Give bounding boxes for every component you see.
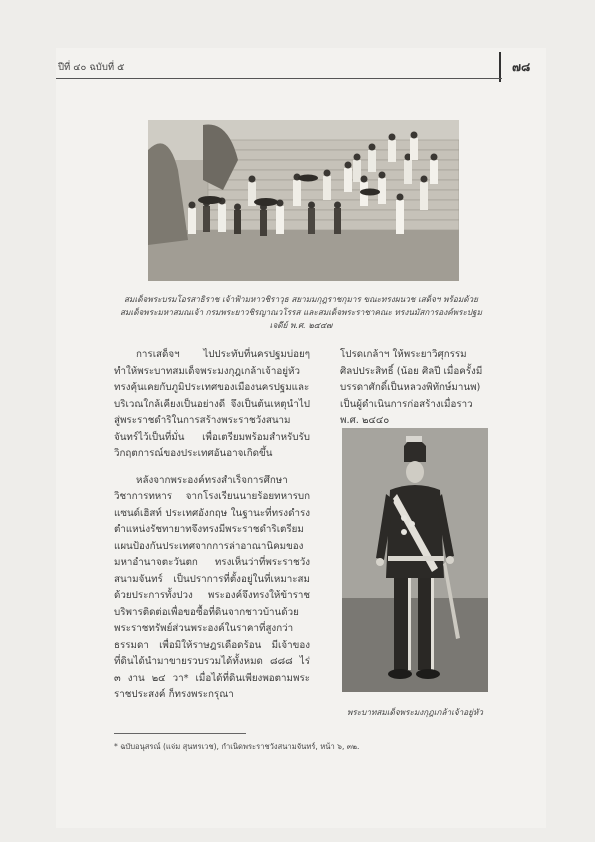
photo1-caption: สมเด็จพระบรมโอรสาธิราช เจ้าฟ้ามหาวชิราวุธ สยามมกุฎราชกุมาร ขณะทรงผนวช เสด็จฯ พร้อมด้วย สมเด็จพระมหาสมณเจ้า กรมพระยาวชิรญาณวโรรส และสมเด็จพระราชาคณะ ทรงนมัสการองค์พระปฐมเจดีย์ พ.ศ. ๒๔๔๗ bbox=[120, 294, 482, 330]
page-number: ๗๘ bbox=[512, 60, 531, 74]
photo2-caption: พระบาทสมเด็จพระมงกุฎเกล้าเจ้าอยู่หัว bbox=[346, 707, 483, 717]
body-paragraph: โปรดเกล้าฯ ให้พระยาวิศุกรรม ศิลปประสิทธิ์ (น้อย ศิลปี เมื่อครั้งมีบรรดาศักดิ์เป็นหลวงพิทักษ์มานพ) เป็นผู้ดำเนินการก่อสร้างเมื่อราว พ.ศ. ๒๔๔๐ bbox=[340, 349, 483, 426]
body-paragraph: การเสด็จฯ ไปประทับที่นครปฐมบ่อยๆ ทำให้พระบาทสมเด็จพระมงกุฎเกล้าเจ้าอยู่หัว ทรงคุ้นเคยกับภูมิประเทศของเมืองนครปฐมและบริเวณใกล้เคียงเป็นอย่างดี จึงเป็นต้นเหตุนำไปสู่พระราชดำริในการสร้างพระราชวังสนามจันทร์ไว้เป็นที่มั่น เพื่อเตรียมพร้อมสำหรับรับวิกฤตการณ์ของประเทศอันอาจเกิดขึ้น bbox=[114, 349, 310, 459]
group-photo-temple-stairs bbox=[148, 120, 459, 281]
header-rule bbox=[56, 78, 502, 79]
footnote-rule bbox=[114, 733, 246, 734]
body-text-right-column bbox=[340, 347, 484, 430]
footnote: * ฉบับอนุสรณ์ (แจ่ม สุนทรเวช), กำเนิดพระราชวังสนามจันทร์, หน้า ๖, ๓๒. bbox=[114, 742, 360, 751]
running-header-issue: ปีที่ ๔๐ ฉบับที่ ๕ bbox=[58, 62, 125, 73]
portrait-photo-king bbox=[342, 428, 488, 692]
body-text-left-column bbox=[114, 347, 310, 714]
body-paragraph: หลังจากพระองค์ทรงสำเร็จการศึกษาวิชาการทหาร จากโรงเรียนนายร้อยทหารบกแซนด์เฮิสท์ ประเทศอังกฤษ ในฐานะที่ทรงดำรงตำแหน่งรัชทายาทจึงทรงมีพระราชดำริเตรียมแผนป้องกันประเทศจากการล่าอาณานิคมของมหาอำนาจตะวันตก ทรงเห็นว่าที่พระราชวังสนามจันทร์ เป็นปราการที่ตั้งอยู่ในที่เหมาะสมด้วยประการทั้งปวง พระองค์จึงทรงให้ข้าราชบริพารติดต่อเพื่อขอซื้อที่ดินจากชาวบ้านด้วยพระราชทรัพย์ส่วนพระองค์ในราคาที่สูงกว่าธรรมดา เพื่อมิให้ราษฎรเดือดร้อน มีเจ้าของที่ดินได้นำมาขายรวบรวมได้ทั้งหมด ๘๘๘ ไร่ ๓ งาน ๒๔ วา* เมื่อได้ที่ดินเพียงพอตามพระราชประสงค์ ก็ทรงพระกรุณา bbox=[114, 474, 310, 700]
